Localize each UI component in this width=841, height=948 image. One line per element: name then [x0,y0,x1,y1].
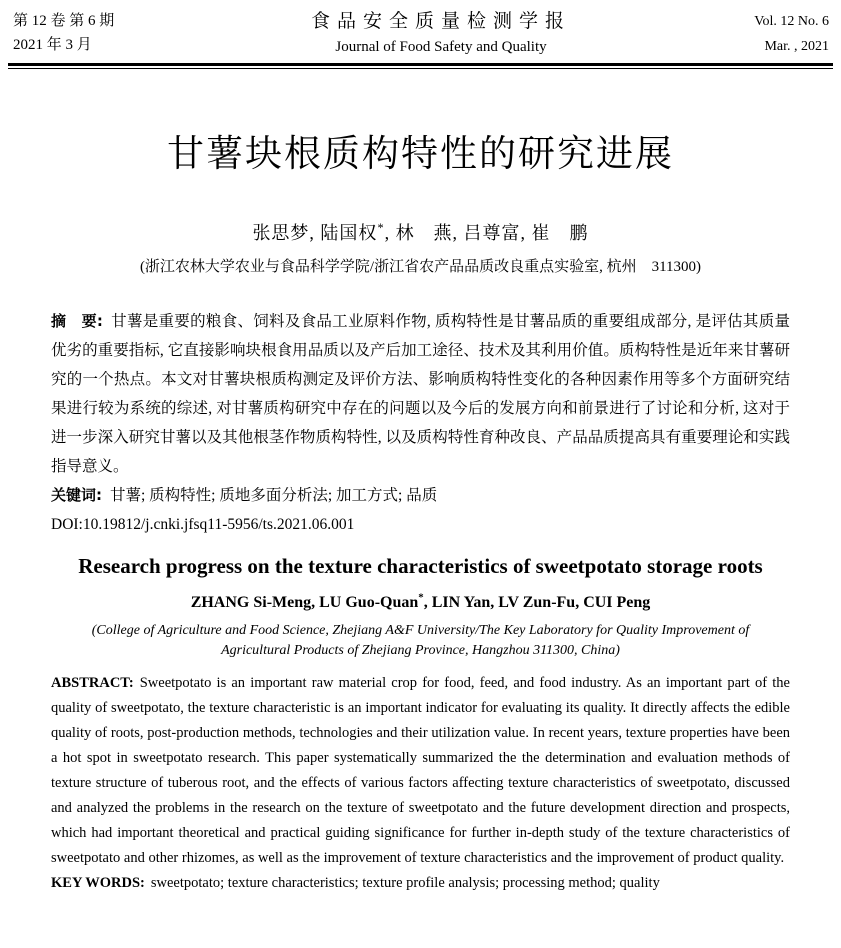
journal-title-en: Journal of Food Safety and Quality [335,39,547,55]
doi-line: DOI:10.19812/j.cnki.jfsq11-5956/ts.2021.06.001 [51,516,355,533]
header-issue-block [13,9,213,57]
abstract-zh-label: 摘 要: [51,312,103,330]
abstract-en-text: Sweetpotato is an important raw material crop for food, feed, and food industry. As an important part of the quality of sweetpotato, the texture characteristic is an important indicator for evaluating its quality. It directly affects the edible quality of roots, post-production methods, technologies and their utilization value. In recent years, texture properties have been a hot spot in sweetpotato research. This paper systematically summarized the the determination and evaluation methods of texture structure of tuberous root, and the effects of various factors affecting texture characteristics of sweetpotato, discussed and analyzed the problems in the research on the texture of sweetpotato and the future development direction and prospects, which had important theoretical and practical guiding significance for further in-depth study of the texture characteristics of sweetpotato and other rhizomes, as well as the improvement of texture characteristics and the improvement of product quality. [51,675,790,866]
keywords-en-text: sweetpotato; texture characteristics; texture profile analysis; processing method; quality [150,875,660,891]
authors-en-text: ZHANG Si-Meng, LU Guo-Quan [190,594,419,611]
affiliation-zh: (浙江农林大学农业与食品科学学院/浙江省农产品品质改良重点实验室, 杭州 311300) [139,259,702,275]
issue-date-zh: 2021 年 3 月 [13,37,92,53]
authors-en [51,591,790,615]
authors-zh-text: 张思梦, 陆国权 [252,223,378,243]
keywords-zh-label: 关键词: [51,486,102,504]
corresponding-author-asterisk: * [377,221,385,235]
article-content [0,133,841,896]
authors-en-text-rest: , LIN Yan, LV Zun-Fu, CUI Peng [423,594,651,611]
keywords-en-label: KEY WORDS: [51,875,145,891]
header-divider-rule [8,63,833,69]
article-title-en: Research progress on the texture characteristics of sweetpotato storage roots [78,554,763,578]
abstract-en [51,671,790,871]
issue-date-en: Mar. , 2021 [764,39,829,54]
abstract-zh [51,307,790,481]
journal-title-zh: 食品安全质量检测学报 [310,11,571,32]
authors-zh [51,221,790,245]
keywords-zh [51,481,790,510]
journal-header [0,0,841,59]
keywords-en [51,871,790,896]
abstract-en-label: ABSTRACT: [51,675,134,691]
authors-zh-text-rest: , 林 燕, 吕尊富, 崔 鹏 [384,223,589,243]
affiliation-en: (College of Agriculture and Food Science, Zhejiang A&F University/The Key Laboratory for Quality Improvement of Agricultural Products of Zhejiang Province, Hangzhou 311300, China) [91,623,750,658]
issue-number-zh: 第 12 卷 第 6 期 [13,13,115,29]
volume-number-en: Vol. 12 No. 6 [754,14,829,29]
abstract-zh-text: 甘薯是重要的粮食、饲料及食品工业原料作物, 质构特性是甘薯品质的重要组成部分, 是评估其质量优劣的重要指标, 它直接影响块根食用品质以及产后加工途径、技术及其利用价值。质构特性是近年来甘薯研究的一个热点。本文对甘薯块根质构测定及评价方法、影响质构特性变化的各种因素作用等多个方面研究结果进行较为系统的综述, 对甘薯质构研究中存在的问题以及今后的发展方向和前景进行了讨论和分析, 这对于进一步深入研究甘薯以及其他根茎作物质构特性, 以及质构特性育种改良、产品品质提高具有重要理论和实践指导意义。 [51,313,791,475]
article-title-zh: 甘薯块根质构特性的研究进展 [167,134,674,175]
header-volume-block [669,9,829,59]
corresponding-author-asterisk-en: * [418,591,424,604]
keywords-zh-text: 甘薯; 质构特性; 质地多面分析法; 加工方式; 品质 [110,487,438,504]
header-journal-block [213,9,669,59]
